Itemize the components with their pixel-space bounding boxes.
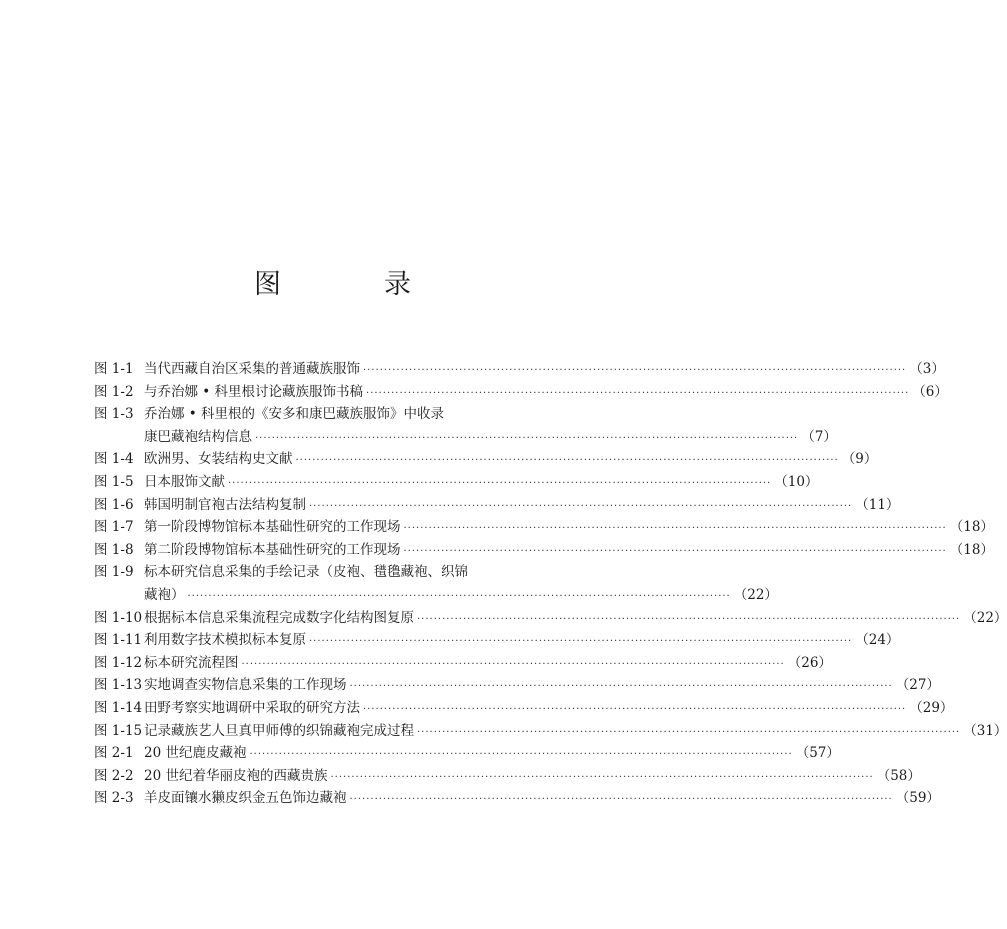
list-item[interactable] [94,607,1007,630]
dot-leader [309,631,852,654]
figure-title: 乔治娜 • 科里根的《安多和康巴藏族服饰》中收录 [144,406,445,423]
list-item[interactable] [94,381,948,404]
figure-title: 康巴藏袍结构信息 [144,428,252,445]
list-item[interactable] [94,652,832,675]
dot-leader [309,496,852,519]
list-item[interactable] [94,516,994,539]
page-number: （9） [841,451,878,468]
dot-leader [255,428,798,451]
dot-leader [350,676,893,699]
page-number: （58） [876,767,921,784]
figure-number: 图 1-12 [94,654,143,671]
page-number: （18） [949,519,994,536]
list-item[interactable] [94,426,837,449]
figure-title: 根据标本信息采集流程完成数字化结构图复原 [144,609,414,626]
figure-title: 韩国明制官袍古法结构复制 [144,496,306,513]
list-item[interactable] [94,471,819,494]
figure-title: 20 世纪着华丽皮袍的西藏贵族 [144,767,328,784]
dot-leader [363,699,906,722]
figure-title: 与乔治娜 • 科里根讨论藏族服饰书稿 [144,383,364,400]
list-item[interactable] [94,584,778,607]
list-item[interactable] [94,674,940,697]
page-number: （22） [963,609,1007,626]
page-number: （22） [733,586,778,603]
figure-number: 图 1-3 [94,406,134,423]
page-number: （11） [855,496,900,513]
list-item[interactable] [94,561,569,584]
page-title: 图 录 [254,269,449,300]
figure-title: 第二阶段博物馆标本基础性研究的工作现场 [144,541,401,558]
figure-title: 20 世纪鹿皮藏袍 [144,745,247,762]
figure-title: 藏袍） [144,586,185,603]
figure-number: 图 1-11 [94,632,143,649]
list-item[interactable] [94,448,878,471]
figure-number: 图 2-1 [94,745,134,762]
dot-leader [404,518,947,541]
figure-title: 羊皮面镶水獭皮织金五色饰边藏袍 [144,790,347,807]
figure-number: 图 1-5 [94,473,134,490]
figure-title: 利用数字技术模拟标本复原 [144,632,306,649]
figure-title: 第一阶段博物馆标本基础性研究的工作现场 [144,519,401,536]
figure-number: 图 1-10 [94,609,143,626]
figure-title: 实地调查实物信息采集的工作现场 [144,677,347,694]
list-item[interactable] [94,403,569,426]
figure-title: 当代西藏自治区采集的普通藏族服饰 [144,361,360,377]
page-number: （59） [895,790,940,807]
dot-leader [228,473,771,496]
list-item[interactable] [94,720,1007,743]
figure-number: 图 1-1 [94,361,134,377]
dot-leader [366,383,909,406]
list-item[interactable] [94,697,954,720]
figure-number: 图 1-9 [94,564,134,581]
page-number: （18） [949,541,994,558]
figure-number: 图 1-15 [94,722,143,739]
page-number: （6） [912,383,948,400]
figure-number: 图 1-8 [94,541,134,558]
figure-number: 图 2-2 [94,767,134,784]
figure-number: 图 1-7 [94,519,134,536]
list-item[interactable] [94,742,840,765]
figure-title: 记录藏族艺人旦真甲师傅的织锦藏袍完成过程 [144,722,414,739]
dot-leader [350,789,893,812]
list-item[interactable] [94,629,900,652]
list-item[interactable] [94,358,945,381]
page-number: （24） [855,632,900,649]
dot-leader [330,767,873,790]
list-item[interactable] [94,539,994,562]
figure-title: 日本服饰文献 [144,473,225,490]
figure-number: 图 1-2 [94,383,134,400]
figure-number: 图 1-13 [94,677,143,694]
page-number: （26） [787,654,832,671]
figure-number: 图 1-6 [94,496,134,513]
dot-leader [363,360,906,383]
dot-leader [417,609,960,632]
dot-leader [417,722,960,745]
list-item[interactable] [94,787,940,810]
figure-title: 标本研究信息采集的手绘记录（皮袍、氆氇藏袍、织锦 [144,564,468,581]
page-number: （3） [909,361,945,377]
figure-title: 标本研究流程图 [144,654,239,671]
list-item[interactable] [94,494,900,517]
figure-title: 欧洲男、女装结构史文献 [144,451,293,468]
page-number: （29） [909,699,954,716]
page-number: （57） [795,745,840,762]
dot-leader [188,586,731,609]
list-item[interactable] [94,765,921,788]
figure-number: 图 1-4 [94,451,134,468]
page-number: （27） [895,677,940,694]
figure-title: 田野考察实地调研中采取的研究方法 [144,699,360,716]
figure-number: 图 1-14 [94,699,143,716]
page-number: （31） [963,722,1007,739]
page-number: （7） [801,428,837,445]
dot-leader [249,744,792,767]
dot-leader [404,541,947,564]
figure-number: 图 2-3 [94,790,134,807]
figure-list [94,358,1007,810]
dot-leader [242,654,785,677]
page-number: （10） [774,473,819,490]
dot-leader [296,450,839,473]
